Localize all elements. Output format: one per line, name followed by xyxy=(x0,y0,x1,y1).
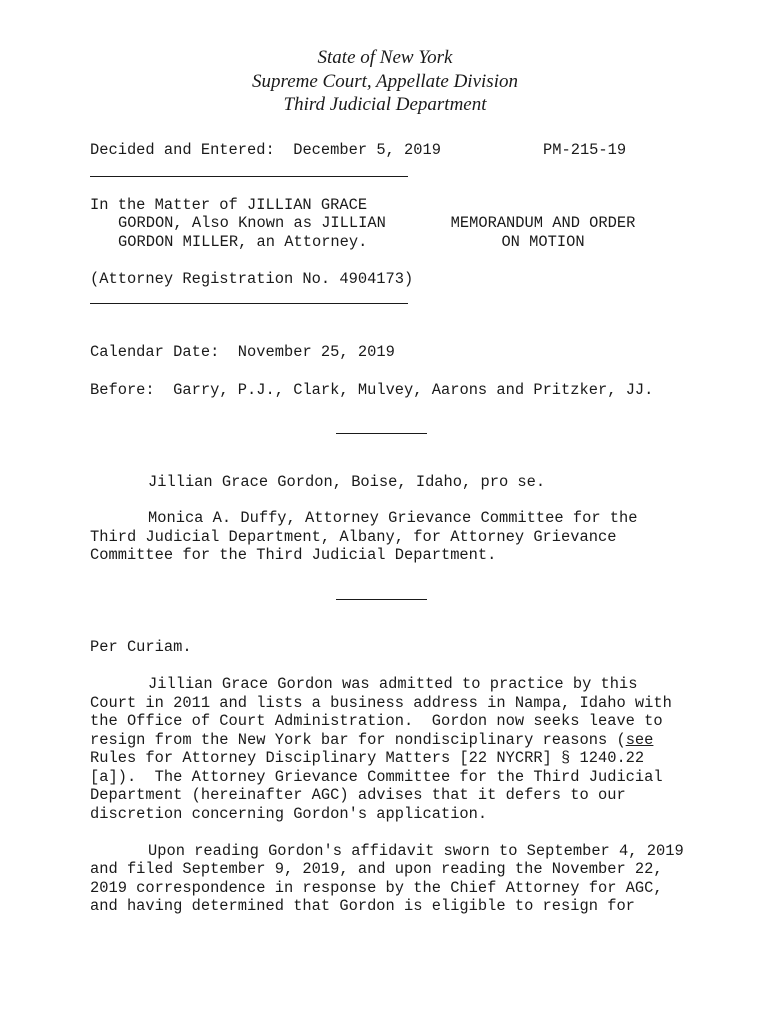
appearance-2-line-2: Third Judicial Department, Albany, for Attorney Grievance xyxy=(90,528,617,546)
decided-entered xyxy=(90,141,441,160)
registration-number: (Attorney Registration No. 4904173) xyxy=(90,270,414,288)
separator-rule-1 xyxy=(336,433,427,434)
calendar-date xyxy=(90,343,395,362)
before-line xyxy=(90,381,653,400)
before-label: Before: xyxy=(90,381,155,399)
order-title-2: ON MOTION xyxy=(501,233,585,251)
court-state: State of New York xyxy=(317,47,453,68)
appearance-2-line-1: Monica A. Duffy, Attorney Grievance Committee for the xyxy=(148,509,638,527)
paragraph-2-line-2: and filed September 9, 2019, and upon reading the November 22, xyxy=(90,860,663,878)
decided-label: Decided and Entered: xyxy=(90,141,275,159)
caption-line-2: GORDON, Also Known as JILLIAN xyxy=(118,214,386,232)
decided-date: December 5, 2019 xyxy=(293,141,441,159)
court-department: Third Judicial Department xyxy=(283,94,487,115)
justices: Garry, P.J., Clark, Mulvey, Aarons and Pritzker, JJ. xyxy=(173,381,654,399)
paragraph-2-line-1: Upon reading Gordon's affidavit sworn to September 4, 2019 xyxy=(148,842,684,860)
court-heading xyxy=(0,46,770,117)
paragraph-1-line-4-text: resign from the New York bar for nondisciplinary reasons ( xyxy=(90,731,626,749)
caption-line-1: In the Matter of JILLIAN GRACE xyxy=(90,196,368,214)
paragraph-1-line-6: [a]). The Attorney Grievance Committee for the Third Judicial xyxy=(90,768,663,786)
docket-number: PM-215-19 xyxy=(543,141,627,159)
paragraph-1-line-3: the Office of Court Administration. Gordon now seeks leave to xyxy=(90,712,663,730)
caption-top-rule xyxy=(90,176,408,177)
order-title-1: MEMORANDUM AND ORDER xyxy=(450,214,636,232)
per-curiam: Per Curiam. xyxy=(90,638,192,656)
separator-rule-2 xyxy=(336,599,427,600)
paragraph-2-line-4: and having determined that Gordon is eligible to resign for xyxy=(90,897,635,915)
court-name: Supreme Court, Appellate Division xyxy=(252,70,518,92)
paragraph-1-line-5: Rules for Attorney Disciplinary Matters [22 NYCRR] § 1240.22 xyxy=(90,749,645,767)
paragraph-1-line-8: discretion concerning Gordon's application. xyxy=(90,805,488,823)
appearance-1: Jillian Grace Gordon, Boise, Idaho, pro se. xyxy=(148,473,546,491)
calendar-value: November 25, 2019 xyxy=(237,343,395,361)
see-signal: see xyxy=(625,731,654,749)
caption-bottom-rule xyxy=(90,303,408,304)
paragraph-2-line-3: 2019 correspondence in response by the Chief Attorney for AGC, xyxy=(90,879,663,897)
paragraph-1-line-1: Jillian Grace Gordon was admitted to practice by this xyxy=(148,675,638,693)
paragraph-1-line-4 xyxy=(90,731,653,750)
paragraph-1-line-2: Court in 2011 and lists a business address in Nampa, Idaho with xyxy=(90,694,672,712)
caption-line-3: GORDON MILLER, an Attorney. xyxy=(118,233,368,251)
calendar-label: Calendar Date: xyxy=(90,343,220,361)
paragraph-1-line-7: Department (hereinafter AGC) advises that it defers to our xyxy=(90,786,626,804)
appearance-2-line-3: Committee for the Third Judicial Department. xyxy=(90,546,497,564)
